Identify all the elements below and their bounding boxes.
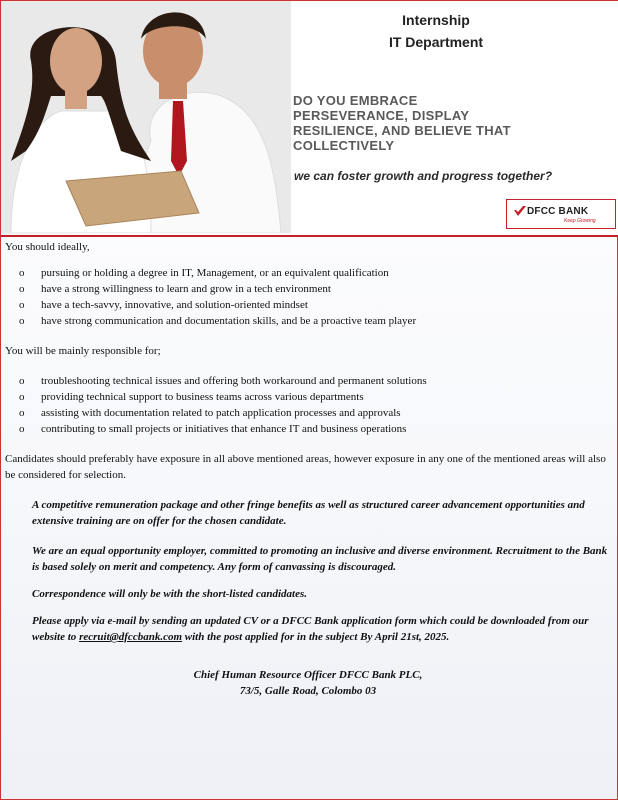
signature-title: Chief Human Resource Officer DFCC Bank PLC, (193, 669, 423, 681)
correspondence-text: Correspondence will only be with the short-listed candidates. (32, 588, 308, 600)
list-item: o pursuing or holding a degree in IT, Management, or an equivalent qualification (19, 267, 389, 279)
logo-name: DFCC BANK (527, 206, 589, 217)
tagline-line: PERSEVERANCE, DISPLAY (293, 108, 470, 123)
tagline-line: COLLECTIVELY (293, 138, 395, 153)
tagline-line: RESILIENCE, AND BELIEVE THAT (293, 123, 511, 138)
signature-address: 73/5, Galle Road, Colombo 03 (239, 685, 377, 697)
responsibility-list (5, 373, 611, 437)
bullet-icon: o (19, 407, 25, 419)
candidates-note: Candidates should preferably have exposure in all above mentioned areas, however exposure in any one of the mentioned areas will also be considered for selection. (5, 453, 606, 481)
dfcc-logo (506, 199, 616, 229)
title-line-department: IT Department (388, 34, 484, 50)
bullet-icon: o (19, 315, 25, 327)
bullet-icon: o (19, 299, 25, 311)
list-item: o have a tech-savvy, innovative, and solution-oriented mindset (19, 299, 308, 311)
list-item: o assisting with documentation related to patch application processes and approvals (19, 407, 401, 419)
people-photo (1, 1, 291, 233)
ad-body (5, 239, 611, 699)
dfcc-check-icon (513, 204, 527, 218)
section-intro: You will be mainly responsible for; (5, 345, 161, 357)
bullet-icon: o (19, 283, 25, 295)
qualification-list (5, 265, 611, 329)
bullet-icon: o (19, 423, 25, 435)
list-item: o have strong communication and documentation skills, and be a proactive team player (19, 315, 417, 327)
list-item: o troubleshooting technical issues and offering both workaround and permanent solutions (19, 375, 427, 387)
list-item: o have a strong willingness to learn and grow in a tech environment (19, 283, 331, 295)
section-intro: You should ideally, (5, 241, 90, 253)
benefits-text: A competitive remuneration package and other fringe benefits as well as structured career advancement opportunities and extensive training are on offer for the chosen candidate. (32, 499, 585, 527)
list-item: o contributing to small projects or initiatives that enhance IT and business operations (19, 423, 407, 435)
tagline-line: DO YOU EMBRACE (293, 93, 418, 108)
logo-tagline: Keep Growing (564, 218, 596, 224)
email-link[interactable]: recruit@dfccbank.com (79, 631, 183, 643)
bullet-icon: o (19, 391, 25, 403)
header-banner (1, 1, 618, 237)
page-title (321, 9, 551, 53)
tagline (293, 93, 593, 153)
apply-text: Please apply via e-mail by sending an updated CV or a DFCC Bank application form which could be downloaded from our website to recruit@dfccbank.com with the post applied for in the subject By April 21st, 2025. (32, 615, 589, 643)
title-line-internship: Internship (402, 12, 470, 28)
bullet-icon: o (19, 267, 25, 279)
signature-block (5, 667, 611, 699)
equal-opportunity-text: We are an equal opportunity employer, committed to promoting an inclusive and diverse environment. Recruitment to the Bank is based solely on merit and competency. Any form of canvassing is discouraged. (32, 545, 608, 573)
bullet-icon: o (19, 375, 25, 387)
slogan: we can foster growth and progress together? (294, 169, 553, 183)
list-item: o providing technical support to business teams across various departments (19, 391, 364, 403)
